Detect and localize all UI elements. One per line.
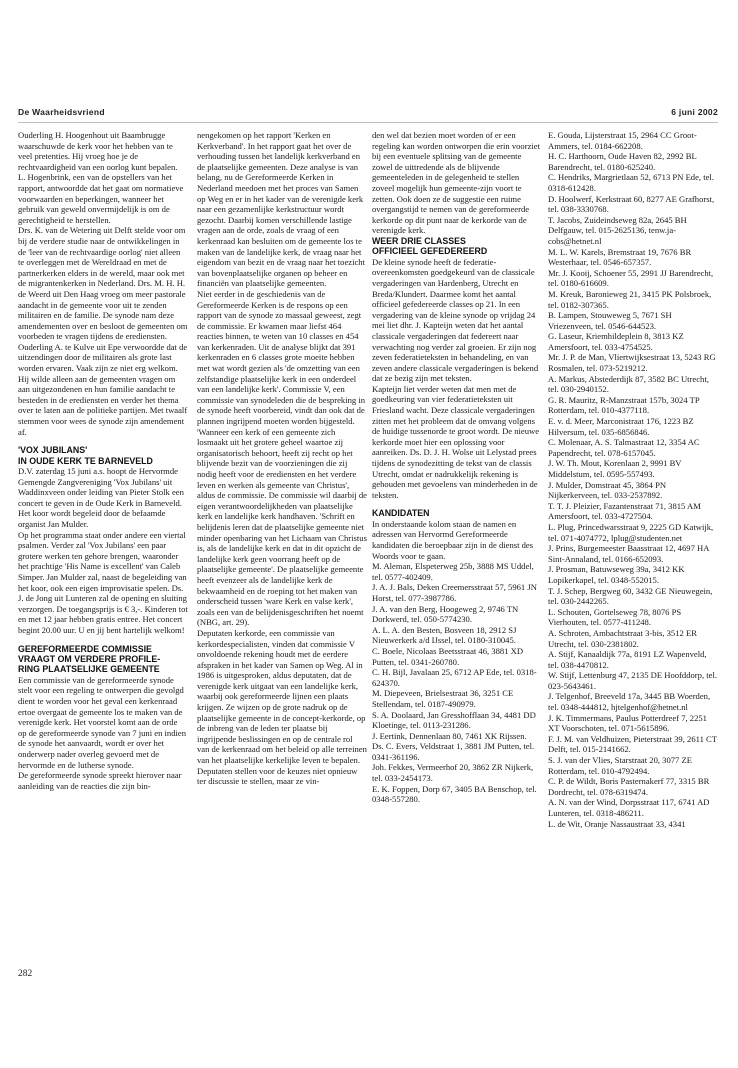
- list-item: M. L. W. Karels, Bremstraat 19, 7676 BR Westerhaar, tel. 0546-657357.: [548, 246, 692, 268]
- list-item: A. N. van der Wind, Dorpsstraat 117, 6741 AD Lunteren, tel. 0318-486211.: [548, 797, 710, 818]
- list-item: L. de Wit, Oranje Nassaustraat 33, 4341: [548, 818, 686, 829]
- list-item: T. T. J. Pleizier, Fazantenstraat 71, 3815 AM Amersfoort, tel. 033-4727504.: [548, 500, 701, 522]
- paragraph: nengekomen op het rapport 'Kerken en Kerkverband'. In het rapport gaat het over de verhouding tussen het landelijk kerkverband en de plaatselijke gemeenten. Deze analyse is van belang, nu de Gereformeerde Kerken in Nederland meedoen met het proces van Samen op Weg en er in het kader van de verenigde kerk naar een gezamenlijke kerkstructuur wordt gezocht. Daarbij komen verschillende lastige vragen aan de orde, zoals de vraag of een kerkenraad kan besluiten om de gemeente los te maken van de landelijke kerk, de vraag naar het eigendom van bezit en de vraag naar het toezicht van bovenplaatselijke organen op beheer en financiën van plaatselijke gemeenten.: [197, 130, 365, 289]
- paragraph: Kapteijn liet verder weten dat men met de goedkeuring van vier federatieteksten uit Friesland wacht. Deze classicale vergaderingen zitten met het probleem dat de omvang volgens de huidige tussenorde te groot wordt. De nieuwe kerkorde moet hier een oplossing voor aanreiken. Ds. D. J. H. Wolse uit Lelystad prees tijdens de synodezitting de tekst van de classis Utrecht, omdat er nadrukkelijk rekening is gehouden met gevoelens van minderheden in de teksten.: [372, 383, 540, 500]
- column-3: [372, 130, 542, 920]
- list-item: M. Kreuk, Baronieweg 21, 3415 PK Polsbroek, tel. 0182-307365.: [548, 288, 712, 310]
- paragraph: De gereformeerde synode spreekt hierover naar aanleiding van de reacties die zijn bin-: [18, 770, 182, 791]
- heading-line: IN OUDE KERK TE BARNEVELD: [18, 455, 153, 466]
- list-item: D. Hoolwerf, Kerkstraat 60, 8277 AE Grafhorst, tel. 038-3330768.: [548, 193, 715, 215]
- paragraph: Op het programma staat onder andere een viertal psalmen. Verder zal 'Vox Jubilans' een paar grotere werken ten gehore brengen, waaronder het prachtige 'His Name is excellent' van Caleb Simper. Jan Mulder zal, naast de begeleiding van het koor, ook een eigen improvisatie spelen. Ds. J. de Jong uit Lunteren zal de opening en sluiting verzorgen. De toegangsprijs is € 3,-. Kinderen tot en met 12 jaar hebben gratis entree. Het concert begint 20.00 uur. U en jij bent hartelijk welkom!: [18, 529, 188, 635]
- list-item: J. A. van den Berg, Hoogeweg 2, 9746 TN Dorkwerd, tel. 050-5774230.: [372, 603, 519, 625]
- list-item: Mr. J. Kooij, Schoener 55, 2991 JJ Barendrecht, tel. 0180-616609.: [548, 267, 714, 289]
- issue-date: 6 juni 2002: [671, 107, 718, 117]
- publication-name: De Waarheidsvriend: [18, 107, 105, 117]
- list-item: J. K. Timmermans, Paulus Potterdreef 7, 2251 XT Voorschoten, tel. 071-5615896.: [548, 712, 707, 734]
- paragraph: D.V. zaterdag 15 juni a.s. hoopt de Hervormde Gemengde Zangvereniging 'Vox Jubilans' uit Waddinxveen onder leiding van Pieter Stolk een concert te geven in de Oude Kerk in Barneveld. Het koor wordt begeleid door de befaamde organist Jan Mulder.: [18, 466, 184, 529]
- list-item: G. Laseur, Kriemhildeplein 8, 3813 KZ Amersfoort, tel. 033-4754525.: [548, 331, 684, 352]
- paragraph: Deputaten stellen voor de keuzes niet opnieuw ter discussie te stellen, maar ze vin-: [197, 765, 358, 787]
- heading-line: RING PLAATSELIJKE GEMEENTE: [18, 664, 160, 675]
- list-item: L. Schouten, Gortelseweg 78, 8076 PS Vierhouten, tel. 0577-411248.: [548, 606, 682, 628]
- paragraph: Niet eerder in de geschiedenis van de Gereformeerde Kerken is de respons op een rapport van de synode zo massaal geweest, zegt de commissie. Er kwamen maar liefst 464 reacties binnen, te weten van 10 classes en 454 van kerkenraden. Uit de analyse blijkt dat 391 kerkenraden en 6 classes grote moeite hebben met wat wordt gezien als 'de omzetting van een zelfstandige plaatselijke kerk in een onderdeel van een landelijke kerk'. Commissie V, een commissie van synodeleden die de bespreking in de synode heeft voorbereid, vindt dan ook dat de plannen ingrijpend moeten worden bijgesteld. 'Wanneer een kerk of een gemeente zich losmaakt uit het grotere geheel waartoe zij organisatorisch behoort, heeft zij recht op het blijvende bezit van de voorzieningen die zij nodig heeft voor de erediensten en het verdere leven en werken als gemeente van Christus', aldus de commissie. De commissie wil daarbij de eigen verantwoordelijkheden van plaatselijke kerk en landelijke kerk handhaven. 'Schrift en belijdenis leren dat de plaatselijke gemeente niet minder openbaring van het Lichaam van Christus is, als de landelijke kerk en dat in dit opzicht de landelijke kerk geen voorrang heeft op de plaatselijke gemeente'. De plaatselijke gemeente heeft evenzeer als de landelijke kerk de bekwaamheid en de roeping tot het maken van onderscheid tussen 'ware Kerk en valse kerk', zoals een van de belijdenisgeschriften het noemt (NBG, art. 29).: [197, 288, 367, 628]
- paragraph: De kleine synode heeft de federatie-overeenkomsten goedgekeurd van de classicale vergaderingen van Hardenberg, Utrecht en Breda/Klundert. Daarmee komt het aantal officieel gefedereerde classes op 21. In een vergadering van de kleine synode op vrijdag 24 mei liet dhr. J. Kapteijn weten dat het aantal classicale vergaderingen dat federeert naar verwachting nog verder zal groeien. Er zijn nog zeven federatieteksten in behandeling, en van zeven andere classicale vergaderingen is bekend dat ze bezig zijn met teksten.: [372, 256, 539, 384]
- heading-line: VRAAGT OM VERDERE PROFILE-: [18, 653, 161, 664]
- list-item: G. R. Mauritz, R-Manzstraat 157b, 3024 TP Rotterdam, tel. 010-4377118.: [548, 394, 700, 416]
- list-item: T. Jacobs, Zuideindseweg 82a, 2645 BH Delfgauw, tel. 015-2625136, tenw.ja-cobs@hetnet.nl: [548, 214, 687, 246]
- heading-line: GEREFORMEERDE COMMISSIE: [18, 643, 152, 654]
- paragraph: L. Hogenbrink, een van de opstellers van het rapport, antwoordde dat het gaat om normatieve voorwaarden en beperkingen, wanneer het gebruik van geweld onvermijdelijk is om de gerechtigheid te herstellen.: [18, 172, 184, 225]
- heading-line: OFFICIEEL GEFEDEREERD: [372, 246, 488, 257]
- list-item: T. J. Schep, Bergweg 60, 3432 GE Nieuwegein, tel. 030-2442265.: [548, 585, 713, 607]
- list-item: J. Eertink, Dennenlaan 80, 7461 XK Rijssen.: [372, 730, 527, 741]
- page-header: [18, 107, 718, 121]
- list-item: C. H. Bijl, Javalaan 25, 6712 AP Ede, tel. 0318-624370.: [372, 667, 537, 688]
- list-item: J. Prosman, Batuwseweg 39a, 3412 KK Lopikerkapel, tel. 0348-552015.: [548, 564, 685, 585]
- list-item: H. C. Harthoorn, Oude Haven 82, 2992 BL Barendrecht, tel. 0180-625240.: [548, 151, 697, 172]
- list-item: S. J. van der Vlies, Starstraat 20, 3077 ZE Rotterdam, tel. 010-4792494.: [548, 755, 693, 776]
- section-heading: [18, 445, 188, 466]
- page-number: 282: [18, 969, 33, 979]
- list-item: A. Schroten, Ambachtstraat 3-bis, 3512 ER Utrecht, tel. 030-2381802.: [548, 627, 697, 649]
- paragraph: In onderstaande kolom staan de namen en adressen van Hervormd Gereformeerde kandidaten die beroepbaar zijn in de dienst des Woords voor te gaan.: [372, 518, 534, 561]
- list-item: J. A. J. Bals, Deken Creemersstraat 57, 5961 JN Horst, tel. 077-3987786.: [372, 582, 537, 603]
- list-item: M. Aleman, Elspeterweg 25b, 3888 MS Uddel, tel. 0577-402409.: [372, 561, 534, 582]
- section-heading: [18, 644, 188, 675]
- list-item: A. L. A. den Besten, Bosveen 18, 2912 SJ Nieuwerkerk a/d IJssel, tel. 0180-310045.: [372, 624, 517, 646]
- list-item: B. Lampen, Stouweweg 5, 7671 SH Vriezenveen, tel. 0546-644523.: [548, 310, 672, 331]
- paragraph: Deputaten kerkorde, een commissie van kerkordespecialisten, vinden dat commissie V onvoldoende rekening houdt met de eerdere afspraken in het kader van Samen op Weg. Al in 1986 is uitgesproken, aldus deputaten, dat de verenigde kerk uitgaat van een landelijke kerk, waarbij ook gereformeerde lijnen een plaats krijgen. Ze wijzen op de grote nadruk op de plaatselijke gemeente in de concept-kerkorde, op de inbreng van de leden ter plaatse bij ingrijpende beslissingen en op de centrale rol van de kerkenraad om het beleid op alle terreinen van het plaatselijke kerkelijke leven te bepalen.: [197, 627, 367, 766]
- list-item: C. Molenaar, A. S. Talmastraat 12, 3354 AC Papendrecht, tel. 078-6157045.: [548, 437, 700, 458]
- list-item: C. Boele, Nicolaas Beetsstraat 46, 3881 XD Putten, tel. 0341-260780.: [372, 645, 524, 667]
- list-item: C. Hendriks, Margrietlaan 52, 6713 PN Ede, tel. 0318-612428.: [548, 172, 714, 193]
- list-item: Mr. J. P. de Man, Vliertwijksestraat 13, 5243 RG Rosmalen, tel. 073-5219212.: [548, 352, 716, 374]
- list-item: A. Markus, Abstederdijk 87, 3582 BC Utrecht, tel. 030-2940152.: [548, 373, 709, 395]
- section-heading: KANDIDATEN: [372, 508, 430, 519]
- list-item: J. Mulder, Domstraat 45, 3864 PN Nijkerkerveen, tel. 033-2537892.: [548, 479, 667, 501]
- heading-line: 'VOX JUBILANS': [18, 445, 88, 456]
- column-4: [548, 130, 718, 960]
- section-heading: [372, 236, 542, 257]
- paragraph: Ouderling H. Hoogenhout uit Baambrugge waarschuwde de kerk voor het hebben van te veel pretenties. Hij vroeg hoe je de rechtvaardigheid van een oorlog kunt bepalen.: [18, 130, 178, 172]
- list-item: J. Prins, Burgemeester Baasstraat 12, 4697 HA Sint-Annaland, tel. 0166-652093.: [548, 543, 709, 564]
- candidate-list: [548, 130, 718, 829]
- paragraph: Een commissie van de gereformeerde synode stelt voor een regeling te ontwerpen die gevolgd dient te worden voor het geval een kerkenraad ertoe overgaat de gemeente los te maken van de verenigde kerk. Het voorstel komt aan de orde op de gereformeerde synode van 7 juni en indien de synode het aanvaardt, wordt er over het onderwerp nader overleg gevoerd met de hervormde en de lutherse synode.: [18, 674, 186, 770]
- list-item: F. J. M. van Veldhuizen, Pieterstraat 39, 2611 CT Delft, tel. 015-2141662.: [548, 733, 717, 755]
- heading-line: WEER DRIE CLASSES: [372, 235, 466, 246]
- candidate-list: [372, 561, 542, 805]
- list-item: J. Telgenhof, Breeveld 17a, 3445 BB Woerden, tel. 0348-444812, hjtelgenhof@hetnet.nl: [548, 691, 711, 713]
- list-item: E. v. d. Meer, Marconistraat 176, 1223 BZ Hilversum, tel. 035-6856846.: [548, 416, 694, 437]
- list-item: J. W. Th. Mout, Korenlaan 2, 9991 BV Middelstum, tel. 0595-557493.: [548, 458, 682, 479]
- paragraph: Ouderling A. te Kulve uit Epe verwoordde dat de uitzendingen door de militairen als grote last worden ervaren. Vaak zijn ze niet erg welkom. Hij wilde alleen aan de gemeenten vragen om aan uitgezondenen en hun familie aandacht te besteden in de erediensten en verder het thema over te laten aan de politieke partijen. Met twaalf stemmen voor wees de synode zijn amendement af.: [18, 341, 188, 437]
- paragraph: Drs. K. van de Wetering uit Delft stelde voor om bij de verdere studie naar de ontwikkelingen in de 'leer van de rechtvaardige oorlog' niet alleen te overleggen met de Wereldraad en met de partnerkerken elders in de wereld, maar ook met de migrantenkerken in Nederland. Drs. M. H. H. de Weerd uit Den Haag vroeg om meer pastorale aandacht in de gemeente voor uit te zenden militairen en de familie. De synode nam deze amendementen over en besloot de gemeenten om voorbeden te vragen tijdens de erediensten.: [18, 225, 188, 342]
- list-item: E. K. Foppen, Dorp 67, 3405 BA Benschop, tel. 0348-557280.: [372, 783, 537, 805]
- list-item: Joh. Fekkes, Vermeerhof 20, 3862 ZR Nijkerk, tel. 033-2454173.: [372, 762, 534, 784]
- list-item: C. P. de Wildt, Boris Pasternakerf 77, 3315 BR Dordrecht, tel. 078-6319474.: [548, 776, 710, 797]
- column-2: [197, 130, 367, 980]
- list-item: S. A. Doolaard, Jan Gresshofflaan 34, 4481 DD Kloetinge, tel. 0113-231286.: [372, 709, 536, 731]
- paragraph: den wel dat bezien moet worden of er een regeling kan worden ontworpen die erin voorziet bij een eventuele splitsing van de gemeente zowel de uittredende als de blijvende gemeenteleden in de gelegenheid te stellen zoveel mogelijk hun gemeente-zijn voort te zetten. Ook doen ze de suggestie een ruime overgangstijd te nemen van de gereformeerde kerkorde op dit punt naar de kerkorde van de verenigde kerk.: [372, 130, 540, 236]
- list-item: L. Plug, Princedwarsstraat 9, 2225 GD Katwijk, tel. 071-4074772, lplug@studenten.net: [548, 521, 714, 543]
- list-item: M. Diepeveen, Brielsestraat 36, 3251 CE Stellendam, tel. 0187-490979.: [372, 688, 514, 709]
- header-rule: [18, 122, 718, 123]
- list-item: Ds. C. Evers, Veldstraat 1, 3881 JM Putten, tel. 0341-361196.: [372, 741, 535, 762]
- list-item: W. Stijf, Lettenburg 47, 2135 DE Hoofddorp, tel. 023-5643461.: [548, 670, 717, 691]
- list-item: E. Gouda, Lijsterstraat 15, 2964 CC Groot-Ammers, tel. 0184-662208.: [548, 130, 697, 151]
- list-item: A. Stijf, Kanaaldijk 77a, 8191 LZ Wapenveld, tel. 038-4470812.: [548, 649, 707, 670]
- column-1: [18, 130, 188, 965]
